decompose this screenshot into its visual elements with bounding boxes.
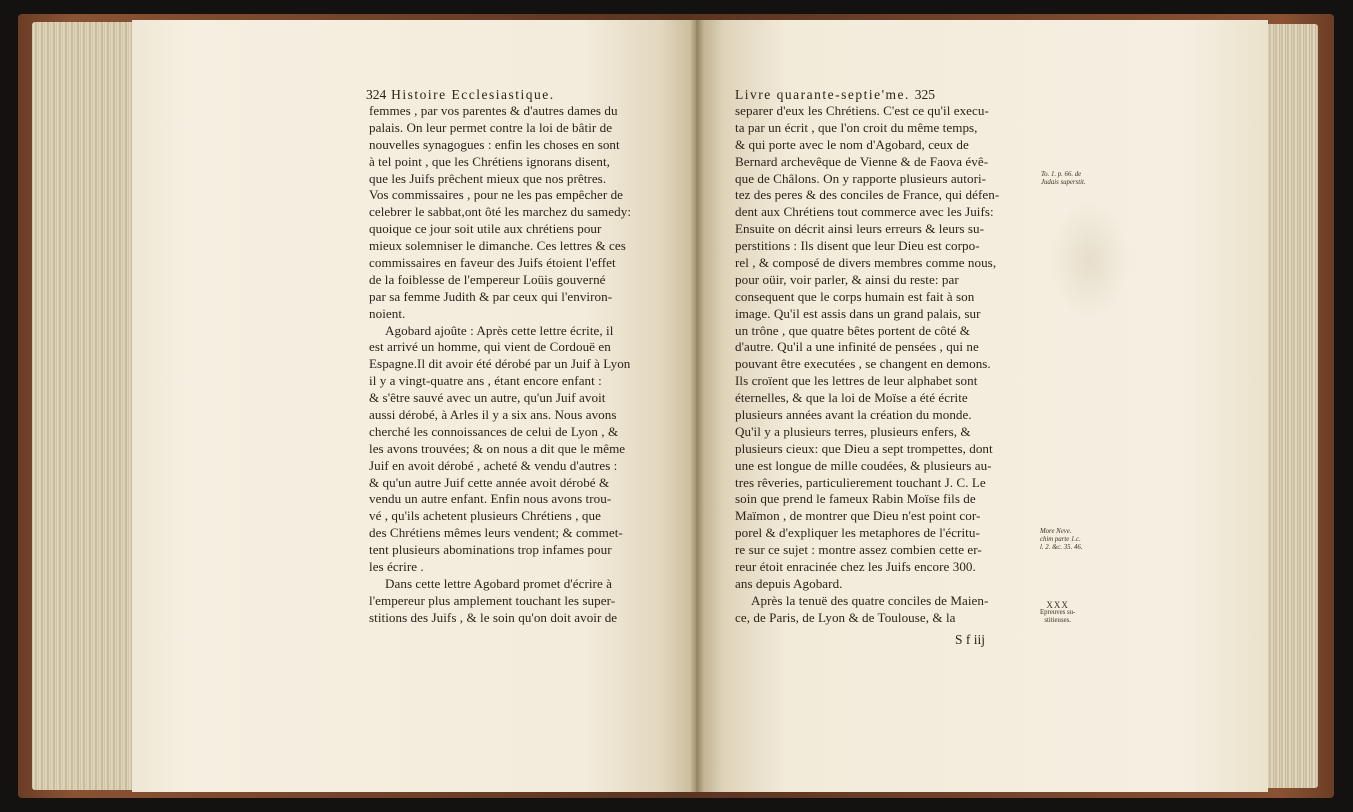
right-line: ans depuis Agobard.: [735, 575, 843, 591]
left-running-head: [366, 87, 555, 103]
right-line: separer d'eux les Chrétiens. C'est ce qu'il execu-: [735, 103, 989, 118]
left-line: & s'être sauvé avec un autre, qu'un Juif avoit: [369, 390, 606, 406]
paper-stain: [1050, 200, 1130, 320]
left-line: Vos commissaires , pour ne les pas empêcher de: [369, 187, 624, 203]
signature-mark: S f iij: [955, 632, 986, 647]
right-line: tez des peres & des conciles de France, qui défen-: [735, 187, 1000, 203]
left-line: Juif en avoit dérobé , acheté & vendu d'autres :: [369, 457, 618, 473]
margin-note-reference-2: [1040, 528, 1082, 553]
right-line: pour oüir, voir parler, & ainsi du reste: par: [735, 271, 959, 287]
margin-note-reference-1: [1041, 171, 1086, 187]
left-head-title: Histoire Ecclesiastique.: [391, 87, 555, 102]
margin-note-line: chim parte 1.c.: [1040, 536, 1081, 544]
right-line: d'autre. Qu'il a une infinité de pensées , qui ne: [735, 339, 979, 355]
left-line: mieux solemniser le dimanche. Ces lettres & ces: [369, 238, 626, 254]
left-line: celebrer le sabbat,ont ôté les marchez du samedy:: [369, 204, 632, 220]
left-line: commissaires en faveur des Juifs étoient l'effet: [369, 255, 616, 271]
right-folio: 325: [914, 87, 935, 102]
left-line: nouvelles synagogues : enfin les choses en sont: [369, 136, 620, 152]
left-line: par sa femme Judith & par ceux qui l'environ-: [369, 288, 613, 304]
margin-note-line: To. 1. p. 66. de: [1041, 171, 1082, 178]
right-line: Maïmon , de montrer que Dieu n'est point cor-: [735, 508, 981, 524]
left-line: de la foiblesse de l'empereur Loüis gouverné: [369, 271, 606, 287]
left-line: vendu un autre enfant. Enfin nous avons trou-: [369, 491, 612, 507]
margin-note-line: stitieuses.: [1044, 617, 1071, 625]
right-line: un trône , que quatre bêtes portent de côté &: [735, 322, 970, 338]
margin-note-line: XXX: [1046, 600, 1069, 610]
left-line: stitions des Juifs , & le soin qu'on doit avoir de: [369, 609, 618, 625]
left-line: & qu'un autre Juif cette année avoit dérobé &: [369, 474, 610, 490]
right-line: Après la tenuë des quatre conciles de Maien-: [751, 592, 989, 608]
right-head-title: Livre quarante-septie'me.: [735, 87, 910, 102]
left-line: des Chrétiens mêmes leurs vendent; & commet-: [369, 525, 623, 541]
left-line: les avons trouvées; & on nous a dit que le même: [369, 440, 626, 456]
left-line: quoique ce jour soit utile aux chrétiens pour: [369, 221, 602, 237]
left-line: que les Juifs prêchent mieux que nos prêtres.: [369, 170, 607, 186]
left-line: cherché les connoissances de celui de Lyon , &: [369, 423, 619, 439]
left-line: il y a vingt-quatre ans , étant encore enfant :: [369, 373, 602, 389]
right-line: tres rêveries, particulierement touchant J. C. Le: [735, 474, 986, 490]
book-gutter: [690, 20, 704, 792]
right-line: Ils croïent que les lettres de leur alphabet sont: [735, 373, 978, 389]
right-line: reur étoit enracinée chez les Juifs encore 300.: [735, 559, 976, 575]
left-line: l'empereur plus amplement touchant les super-: [369, 592, 616, 608]
right-line: rel , & composé de divers membres comme nous,: [735, 255, 997, 271]
margin-note-section-marker: [1040, 601, 1075, 626]
right-line: plusieurs cieux: que Dieu a sept trompettes, dont: [735, 440, 993, 456]
left-line: palais. On leur permet contre la loi de bâtir de: [369, 119, 613, 135]
right-line: que de Châlons. On y rapporte plusieurs autori-: [735, 170, 987, 186]
right-line: pouvant être executées , se changent en demons.: [735, 356, 991, 372]
right-line: image. Qu'il est assis dans un grand palais, sur: [735, 305, 981, 321]
margin-note-line: More Neve.: [1040, 528, 1072, 535]
left-line: Espagne.Il dit avoir été dérobé par un Juif à Lyon: [369, 356, 631, 372]
right-line: Qu'il y a plusieurs terres, plusieurs enfers, &: [735, 423, 971, 439]
margin-note-line: Judais superstit.: [1041, 179, 1086, 187]
right-line: éternelles, & que la loi de Moïse a été écrite: [735, 390, 968, 406]
right-running-head: [735, 87, 935, 103]
right-line: porel & d'expliquer les metaphores de l'écritu-: [735, 525, 980, 541]
left-line: noient.: [369, 305, 406, 321]
right-page-text: [735, 103, 1035, 627]
left-line: aussi dérobé, à Arles il y a six ans. Nous avons: [369, 407, 617, 423]
margin-note-line: l. 2. &c. 35. 46.: [1040, 544, 1083, 552]
right-line: Ensuite on décrit ainsi leurs erreurs & leurs su-: [735, 221, 984, 237]
left-line: femmes , par vos parentes & d'autres dames du: [369, 103, 618, 118]
right-line: & qui porte avec le nom d'Agobard, ceux de: [735, 136, 969, 152]
right-line: ta par un écrit , que l'on croit du même temps,: [735, 119, 978, 135]
left-line: Dans cette lettre Agobard promet d'écrire à: [385, 575, 612, 591]
right-line: perstitions : Ils disent que leur Dieu est corpo-: [735, 238, 980, 254]
left-page-text: [369, 103, 669, 627]
left-line: vé , qu'ils achetent plusieurs Chrétiens , que: [369, 508, 601, 524]
left-line: tent plusieurs abominations trop infames pour: [369, 542, 612, 558]
margin-note-line: Epreuves su-: [1040, 609, 1076, 617]
right-line: re sur ce sujet : montre assez combien cette er-: [735, 542, 982, 558]
right-line: Bernard archevêque de Vienne & de Faova évê-: [735, 153, 989, 169]
left-folio: 324: [366, 87, 387, 102]
right-line: soin que prend le fameux Rabin Moïse fils de: [735, 491, 976, 507]
right-line: ce, de Paris, de Lyon & de Toulouse, & la: [735, 609, 956, 625]
left-line: les écrire .: [369, 559, 424, 575]
left-line: est arrivé un homme, qui vient de Cordouë en: [369, 339, 611, 355]
left-line: Agobard ajoûte : Après cette lettre écrite, il: [385, 322, 614, 338]
right-line: dent aux Chrétiens tout commerce avec les Juifs:: [735, 204, 994, 220]
left-line: à tel point , que les Chrétiens ignorans disent,: [369, 153, 610, 169]
right-line: consequent que le corps humain est fait à son: [735, 288, 975, 304]
right-line: plusieurs années avant la création du monde.: [735, 407, 972, 423]
right-line: une est longue de mille coudées, & plusieurs au-: [735, 457, 992, 473]
